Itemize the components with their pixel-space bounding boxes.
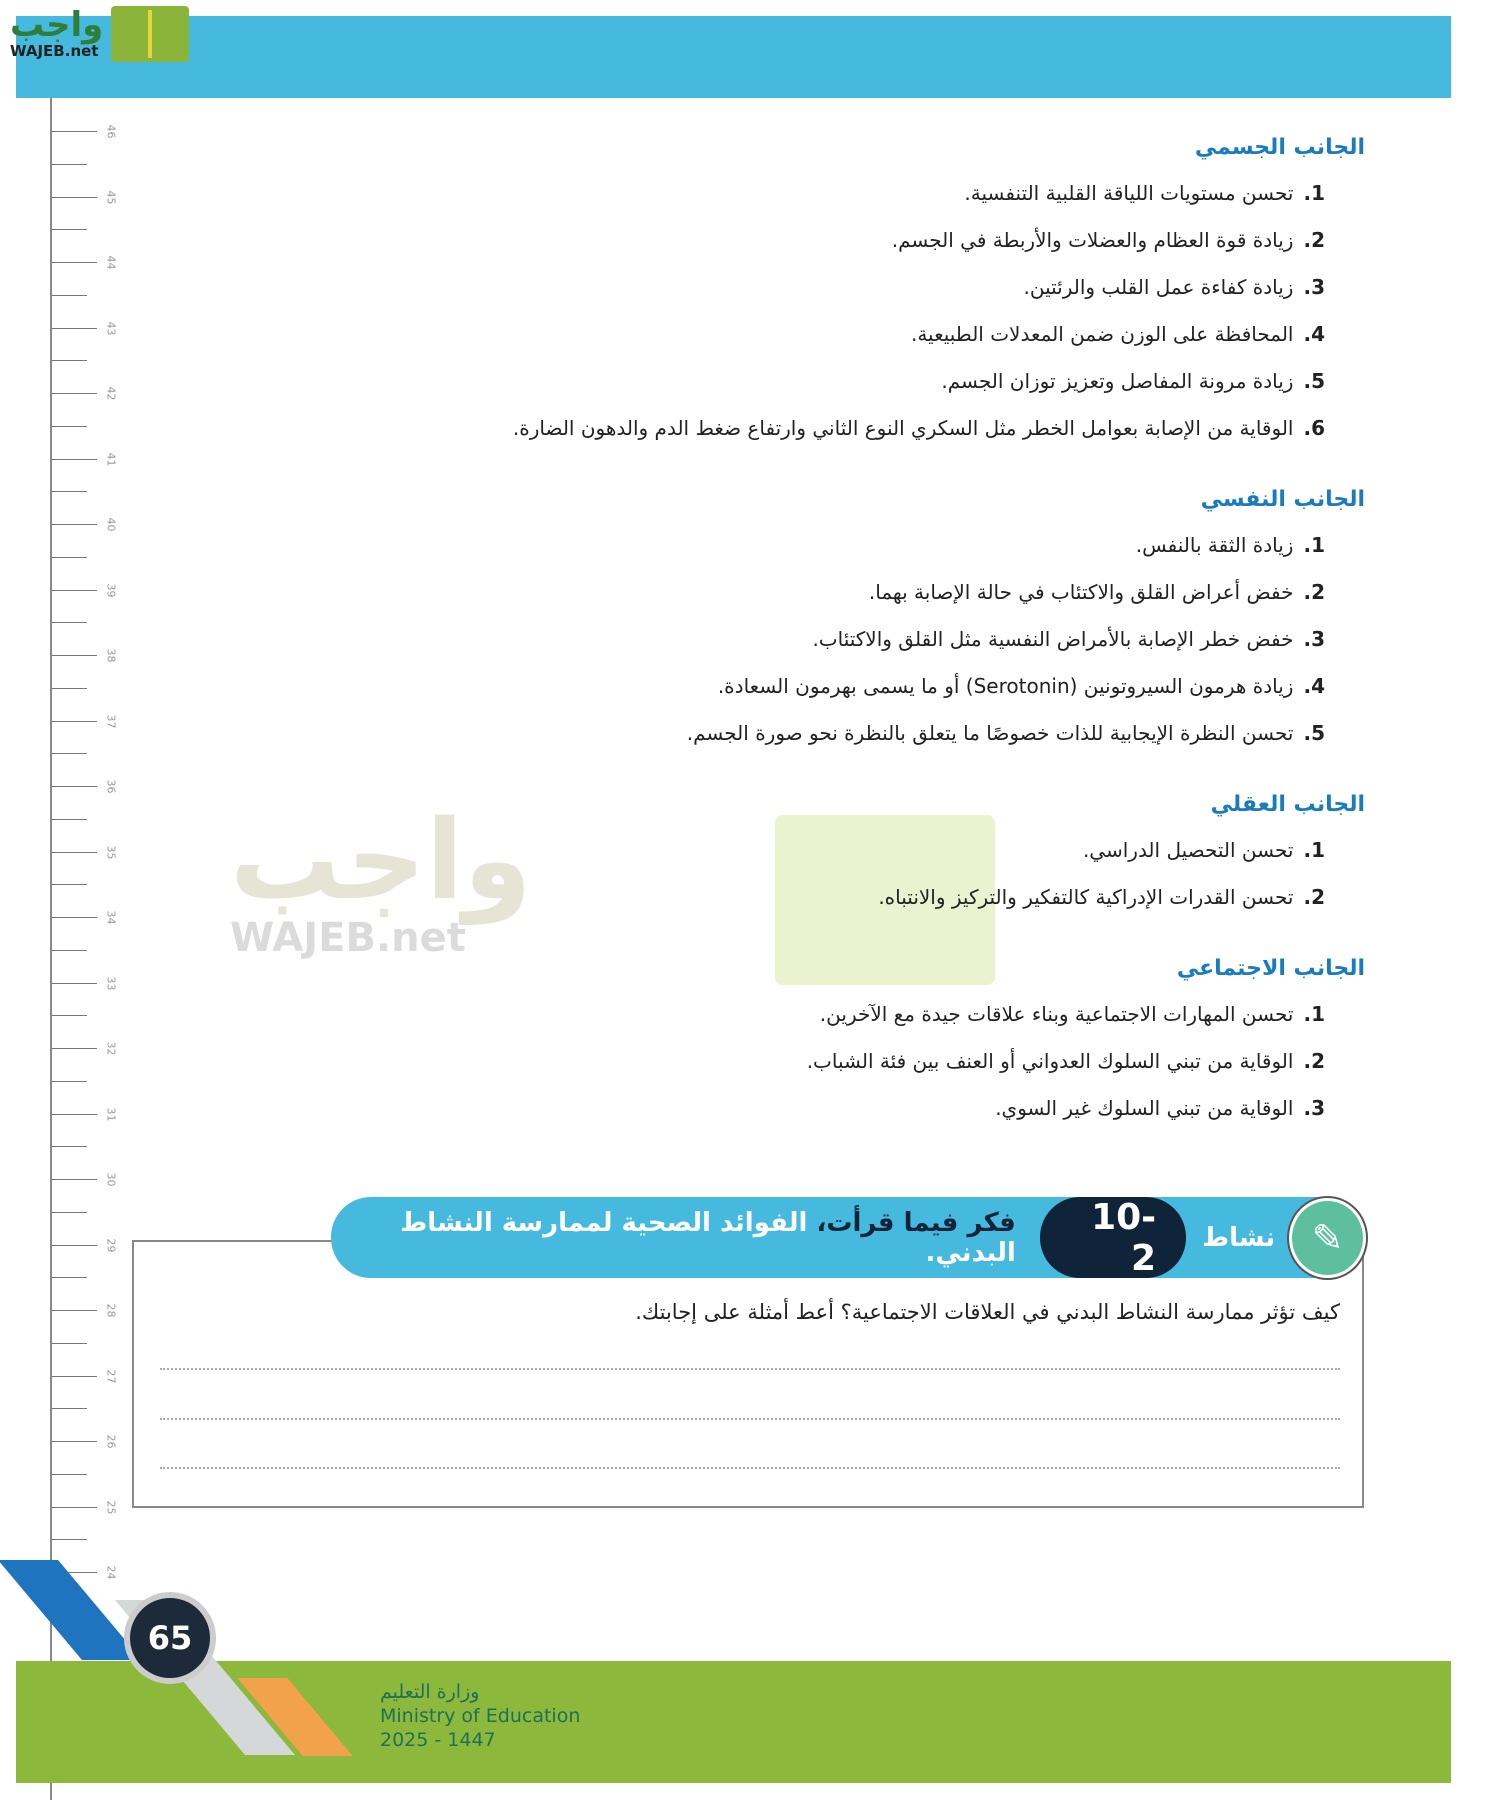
list-item	[911, 322, 1325, 346]
logo-latin: WAJEB.net	[10, 42, 99, 60]
list-text: زيادة كفاءة عمل القلب والرئتين.	[1023, 275, 1294, 299]
ministry-year: 2025 - 1447	[380, 1729, 496, 1751]
list-item	[964, 181, 1325, 205]
section-heading: الجانب الجسمي	[1194, 135, 1365, 160]
ruler-tick	[52, 262, 97, 263]
watermark-latin: WAJEB.net	[230, 915, 466, 961]
ruler-tick	[52, 131, 97, 132]
ruler-number: 40	[104, 517, 118, 532]
activity-header	[331, 1197, 1364, 1278]
ruler-tick	[52, 655, 97, 656]
list-number: 1.	[1303, 1002, 1325, 1026]
list-item	[718, 674, 1325, 698]
list-item	[687, 721, 1325, 745]
ruler-tick	[52, 590, 97, 591]
ruler-tick	[52, 524, 97, 525]
list-number: 3.	[1303, 275, 1325, 299]
list-item	[892, 228, 1325, 252]
ministry-en: Ministry of Education	[380, 1705, 581, 1727]
ruler-tick	[52, 1212, 87, 1213]
list-number: 6.	[1303, 416, 1325, 440]
activity-title	[331, 1208, 1016, 1268]
ruler-tick	[52, 1015, 87, 1016]
list-item	[995, 1096, 1325, 1120]
ruler-tick	[52, 1507, 97, 1508]
wajeb-logo[interactable]	[10, 6, 189, 62]
list-item	[1023, 275, 1325, 299]
list-text: خفض أعراض القلق والاكتئاب في حالة الإصابة بهما.	[868, 580, 1294, 604]
list-text: تحسن المهارات الاجتماعية وبناء علاقات جيدة مع الآخرين.	[819, 1002, 1294, 1026]
watermark-arabic: واجب	[230, 796, 532, 924]
ruler-tick	[52, 1081, 87, 1082]
list-number: 2.	[1303, 885, 1325, 909]
ruler-tick	[52, 1277, 87, 1278]
list-number: 4.	[1303, 322, 1325, 346]
list-item	[1136, 533, 1325, 557]
ruler-tick	[52, 360, 87, 361]
ruler-number: 46	[104, 124, 118, 139]
ruler-tick	[52, 393, 97, 394]
ruler-tick	[52, 852, 97, 853]
ruler-tick	[52, 1245, 97, 1246]
activity-question: كيف تؤثر ممارسة النشاط البدني في العلاقات الاجتماعية؟ أعط أمثلة على إجابتك.	[635, 1300, 1340, 1324]
answer-line[interactable]	[160, 1368, 1340, 1370]
ruler-tick	[52, 1441, 97, 1442]
ruler-number: 28	[104, 1303, 118, 1318]
ruler-tick	[52, 459, 97, 460]
ruler-tick	[52, 1179, 97, 1180]
list-text: تحسن مستويات اللياقة القلبية التنفسية.	[964, 181, 1294, 205]
header-bar	[16, 16, 1451, 98]
list-text: تحسن التحصيل الدراسي.	[1082, 838, 1294, 862]
ruler-tick	[52, 819, 87, 820]
ruler-tick	[52, 884, 87, 885]
ruler-tick	[52, 1376, 97, 1377]
ministry-logo	[380, 1680, 580, 1752]
ruler-tick	[52, 622, 87, 623]
ruler-tick	[52, 721, 97, 722]
ruler-tick	[52, 983, 97, 984]
ministry-ar: وزارة التعليم	[380, 1681, 480, 1703]
activity-label: نشاط	[1202, 1222, 1276, 1253]
ruler-tick	[52, 1114, 97, 1115]
list-number: 1.	[1303, 533, 1325, 557]
logo-arabic: واجب	[10, 5, 104, 45]
list-number: 3.	[1303, 1096, 1325, 1120]
list-text: المحافظة على الوزن ضمن المعدلات الطبيعية.	[910, 322, 1294, 346]
ruler-tick	[52, 328, 97, 329]
section-heading: الجانب النفسي	[1200, 487, 1365, 512]
ruler-tick	[52, 295, 87, 296]
list-text: خفض خطر الإصابة بالأمراض النفسية مثل القلق والاكتئاب.	[812, 627, 1294, 651]
ruler-tick	[52, 164, 87, 165]
ruler-tick	[52, 1310, 97, 1311]
ruler-number: 44	[104, 255, 118, 270]
activity-title-text: الفوائد الصحية لممارسة النشاط البدني.	[400, 1207, 1016, 1268]
list-text: الوقاية من الإصابة بعوامل الخطر مثل السكري النوع الثاني وارتفاع ضغط الدم والدهون الضارة.	[512, 416, 1294, 440]
ruler-number: 41	[104, 452, 118, 466]
watermark	[230, 796, 532, 961]
ruler-number: 30	[104, 1172, 118, 1187]
ruler-tick	[52, 1048, 97, 1049]
ruler-number: 35	[104, 845, 118, 859]
ruler-tick	[52, 1408, 87, 1409]
ruler-tick	[52, 491, 87, 492]
ruler-tick	[52, 426, 87, 427]
ruler-tick	[52, 688, 87, 689]
list-number: 5.	[1303, 369, 1325, 393]
ruler-number: 29	[104, 1238, 118, 1252]
list-number: 5.	[1303, 721, 1325, 745]
ruler-tick	[52, 950, 87, 951]
list-number: 2.	[1303, 580, 1325, 604]
ruler-number: 32	[104, 1041, 118, 1056]
ruler-number: 34	[104, 910, 118, 925]
list-text: تحسن النظرة الإيجابية للذات خصوصًا ما يتعلق بالنظرة نحو صورة الجسم.	[686, 721, 1294, 745]
ruler-tick	[52, 1343, 87, 1344]
list-number: 2.	[1303, 228, 1325, 252]
ruler-tick	[52, 1474, 87, 1475]
list-item	[812, 627, 1325, 651]
ruler-tick	[52, 197, 97, 198]
page-number-badge: 65	[124, 1592, 216, 1684]
ruler-tick	[52, 786, 97, 787]
list-item	[807, 1049, 1325, 1073]
list-item	[1083, 838, 1325, 862]
ruler-number: 24	[104, 1565, 118, 1580]
ruler-tick	[52, 1146, 87, 1147]
list-text: الوقاية من تبني السلوك العدواني أو العنف بين فئة الشباب.	[806, 1049, 1294, 1073]
activity-title-bold: فكر فيما قرأت،	[816, 1207, 1016, 1238]
list-number: 3.	[1303, 627, 1325, 651]
ruler-number: 27	[104, 1369, 118, 1383]
ruler-number: 39	[104, 583, 118, 597]
pencil-note-icon: ✎	[1289, 1198, 1366, 1278]
ruler-tick	[52, 1539, 87, 1540]
ruler-number: 31	[104, 1107, 118, 1121]
list-text: زيادة هرمون السيروتونين (Serotonin) أو ما يسمى بهرمون السعادة.	[717, 674, 1294, 698]
list-item	[878, 885, 1325, 909]
list-text: الوقاية من تبني السلوك غير السوي.	[995, 1096, 1294, 1120]
section-heading: الجانب الاجتماعي	[1176, 956, 1365, 981]
list-item	[941, 369, 1325, 393]
ruler-number: 43	[104, 321, 118, 335]
ruler-number: 25	[104, 1500, 118, 1514]
answer-line[interactable]	[160, 1418, 1340, 1420]
list-text: تحسن القدرات الإدراكية كالتفكير والتركيز والانتباه.	[878, 885, 1294, 909]
list-text: زيادة الثقة بالنفس.	[1135, 533, 1294, 557]
ruler-number: 26	[104, 1434, 118, 1449]
answer-line[interactable]	[160, 1467, 1340, 1469]
section-heading: الجانب العقلي	[1210, 792, 1365, 817]
ruler-number: 38	[104, 648, 118, 663]
list-text: زيادة قوة العظام والعضلات والأربطة في الجسم.	[891, 228, 1294, 252]
list-number: 1.	[1303, 838, 1325, 862]
list-number: 2.	[1303, 1049, 1325, 1073]
list-text: زيادة مرونة المفاصل وتعزيز توزان الجسم.	[941, 369, 1294, 393]
ruler-number: 37	[104, 714, 118, 728]
ruler-number: 45	[104, 190, 118, 204]
ruler-tick	[52, 753, 87, 754]
blue-stripe	[0, 1560, 142, 1660]
list-item	[820, 1002, 1325, 1026]
activity-number: 10-2	[1040, 1197, 1186, 1278]
list-number: 4.	[1303, 674, 1325, 698]
list-number: 1.	[1303, 181, 1325, 205]
ruler-number: 33	[104, 976, 118, 990]
ruler-tick	[52, 917, 97, 918]
ruler-number: 36	[104, 779, 118, 794]
ruler-number: 42	[104, 386, 118, 401]
book-icon	[111, 6, 189, 62]
list-item	[513, 416, 1325, 440]
list-item	[869, 580, 1325, 604]
ruler-tick	[52, 229, 87, 230]
ruler-tick	[52, 557, 87, 558]
